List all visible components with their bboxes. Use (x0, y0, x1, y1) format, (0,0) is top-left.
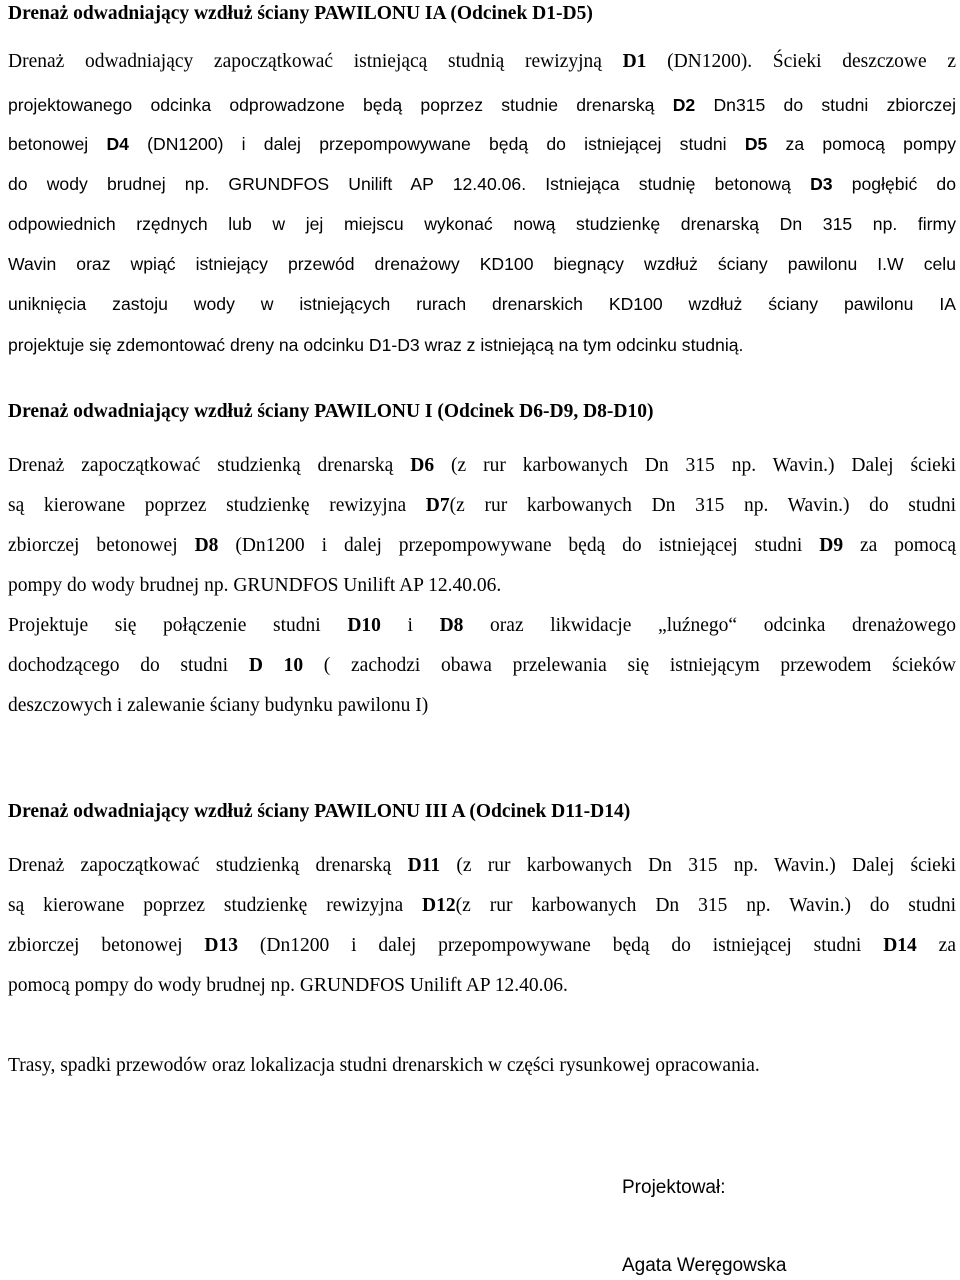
well-id: D11 (407, 855, 441, 876)
paragraph-line: Projektuje się połączenie studni D10 i D8 oraz likwidacje „luźnego“ odcinka drenażowego (8, 615, 956, 636)
well-id: D2 (672, 95, 696, 115)
closing-note: Trasy, spadki przewodów oraz lokalizacja studni drenarskich w części rysunkowej opracowania. (8, 1055, 760, 1076)
well-id: D6 (410, 455, 435, 476)
well-id: D 10 (248, 655, 304, 676)
well-id: D7 (425, 495, 450, 516)
paragraph-line: pompy do wody brudnej np. GRUNDFOS Unilift AP 12.40.06. (8, 575, 502, 596)
well-id: D13 (204, 935, 239, 956)
designer-label: Projektował: (622, 1177, 726, 1198)
paragraph-line: pomocą pompy do wody brudnej np. GRUNDFOS Unilift AP 12.40.06. (8, 975, 568, 996)
paragraph-line: są kierowane poprzez studzienkę rewizyjna D12(z rur karbowanych Dn 315 np. Wavin.) do studni (8, 895, 956, 916)
paragraph-line: są kierowane poprzez studzienkę rewizyjna D7(z rur karbowanych Dn 315 np. Wavin.) do studni (8, 495, 956, 516)
section1-heading: Drenaż odwadniający wzdłuż ściany PAWILONU IA (Odcinek D1-D5) (8, 3, 593, 24)
paragraph-line: betonowej D4 (DN1200) i dalej przepompowywane będą do istniejącej studni D5 za pomocą pompy (8, 134, 956, 154)
well-id: D10 (347, 615, 381, 636)
paragraph-line: Drenaż odwadniający zapoczątkować istniejącą studnią rewizyjną D1 (DN1200). Ścieki deszczowe z (8, 51, 957, 72)
well-id: D4 (106, 134, 129, 154)
paragraph-line: Wavin oraz wpiąć istniejący przewód drenażowy KD100 biegnący wzdłuż ściany pawilonu I.W celu (8, 254, 956, 274)
well-id: D8 (194, 535, 219, 556)
paragraph-line: deszczowych i zalewanie ściany budynku pawilonu I) (8, 695, 429, 716)
well-id: D8 (439, 615, 464, 636)
paragraph-line: projektuje się zdemontować dreny na odcinku D1-D3 wraz z istniejącą na tym odcinku studnią. (8, 335, 744, 355)
well-id: D5 (744, 134, 768, 154)
designer-name: Agata Weręgowska (622, 1255, 787, 1276)
well-id: D9 (819, 535, 844, 556)
paragraph-line: Drenaż zapoczątkować studzienką drenarską D11 (z rur karbowanych Dn 315 np. Wavin.) Dalej ścieki (8, 855, 957, 876)
well-id: D12 (422, 895, 456, 916)
paragraph-line: projektowanego odcinka odprowadzone będą poprzez studnie drenarską D2 Dn315 do studni zbiorczej (8, 95, 956, 115)
paragraph-line: uniknięcia zastoju wody w istniejących rurach drenarskich KD100 wzdłuż ściany pawilonu IA (8, 294, 956, 314)
paragraph-line: zbiorczej betonowej D8 (Dn1200 i dalej przepompowywane będą do istniejącej studni D9 za pomocą (8, 535, 956, 556)
well-id: D14 (883, 935, 917, 956)
paragraph-line: odpowiednich rzędnych lub w jej miejscu wykonać nową studzienkę drenarską Dn 315 np. firmy (8, 214, 956, 234)
paragraph-line: dochodzącego do studni D 10 ( zachodzi obawa przelewania się istniejącym przewodem ścieków (8, 655, 956, 676)
section2-heading: Drenaż odwadniający wzdłuż ściany PAWILONU I (Odcinek D6-D9, D8-D10) (8, 401, 654, 422)
section3-heading: Drenaż odwadniający wzdłuż ściany PAWILONU III A (Odcinek D11-D14) (8, 801, 631, 822)
paragraph-line: do wody brudnej np. GRUNDFOS Unilift AP 12.40.06. Istniejąca studnię betonową D3 pogłębić do (8, 174, 956, 194)
well-id: D3 (810, 174, 833, 194)
paragraph-line: Drenaż zapoczątkować studzienką drenarską D6 (z rur karbowanych Dn 315 np. Wavin.) Dalej ścieki (8, 455, 957, 476)
paragraph-line: zbiorczej betonowej D13 (Dn1200 i dalej przepompowywane będą do istniejącej studni D14 za (8, 935, 956, 956)
well-id: D1 (622, 51, 647, 72)
